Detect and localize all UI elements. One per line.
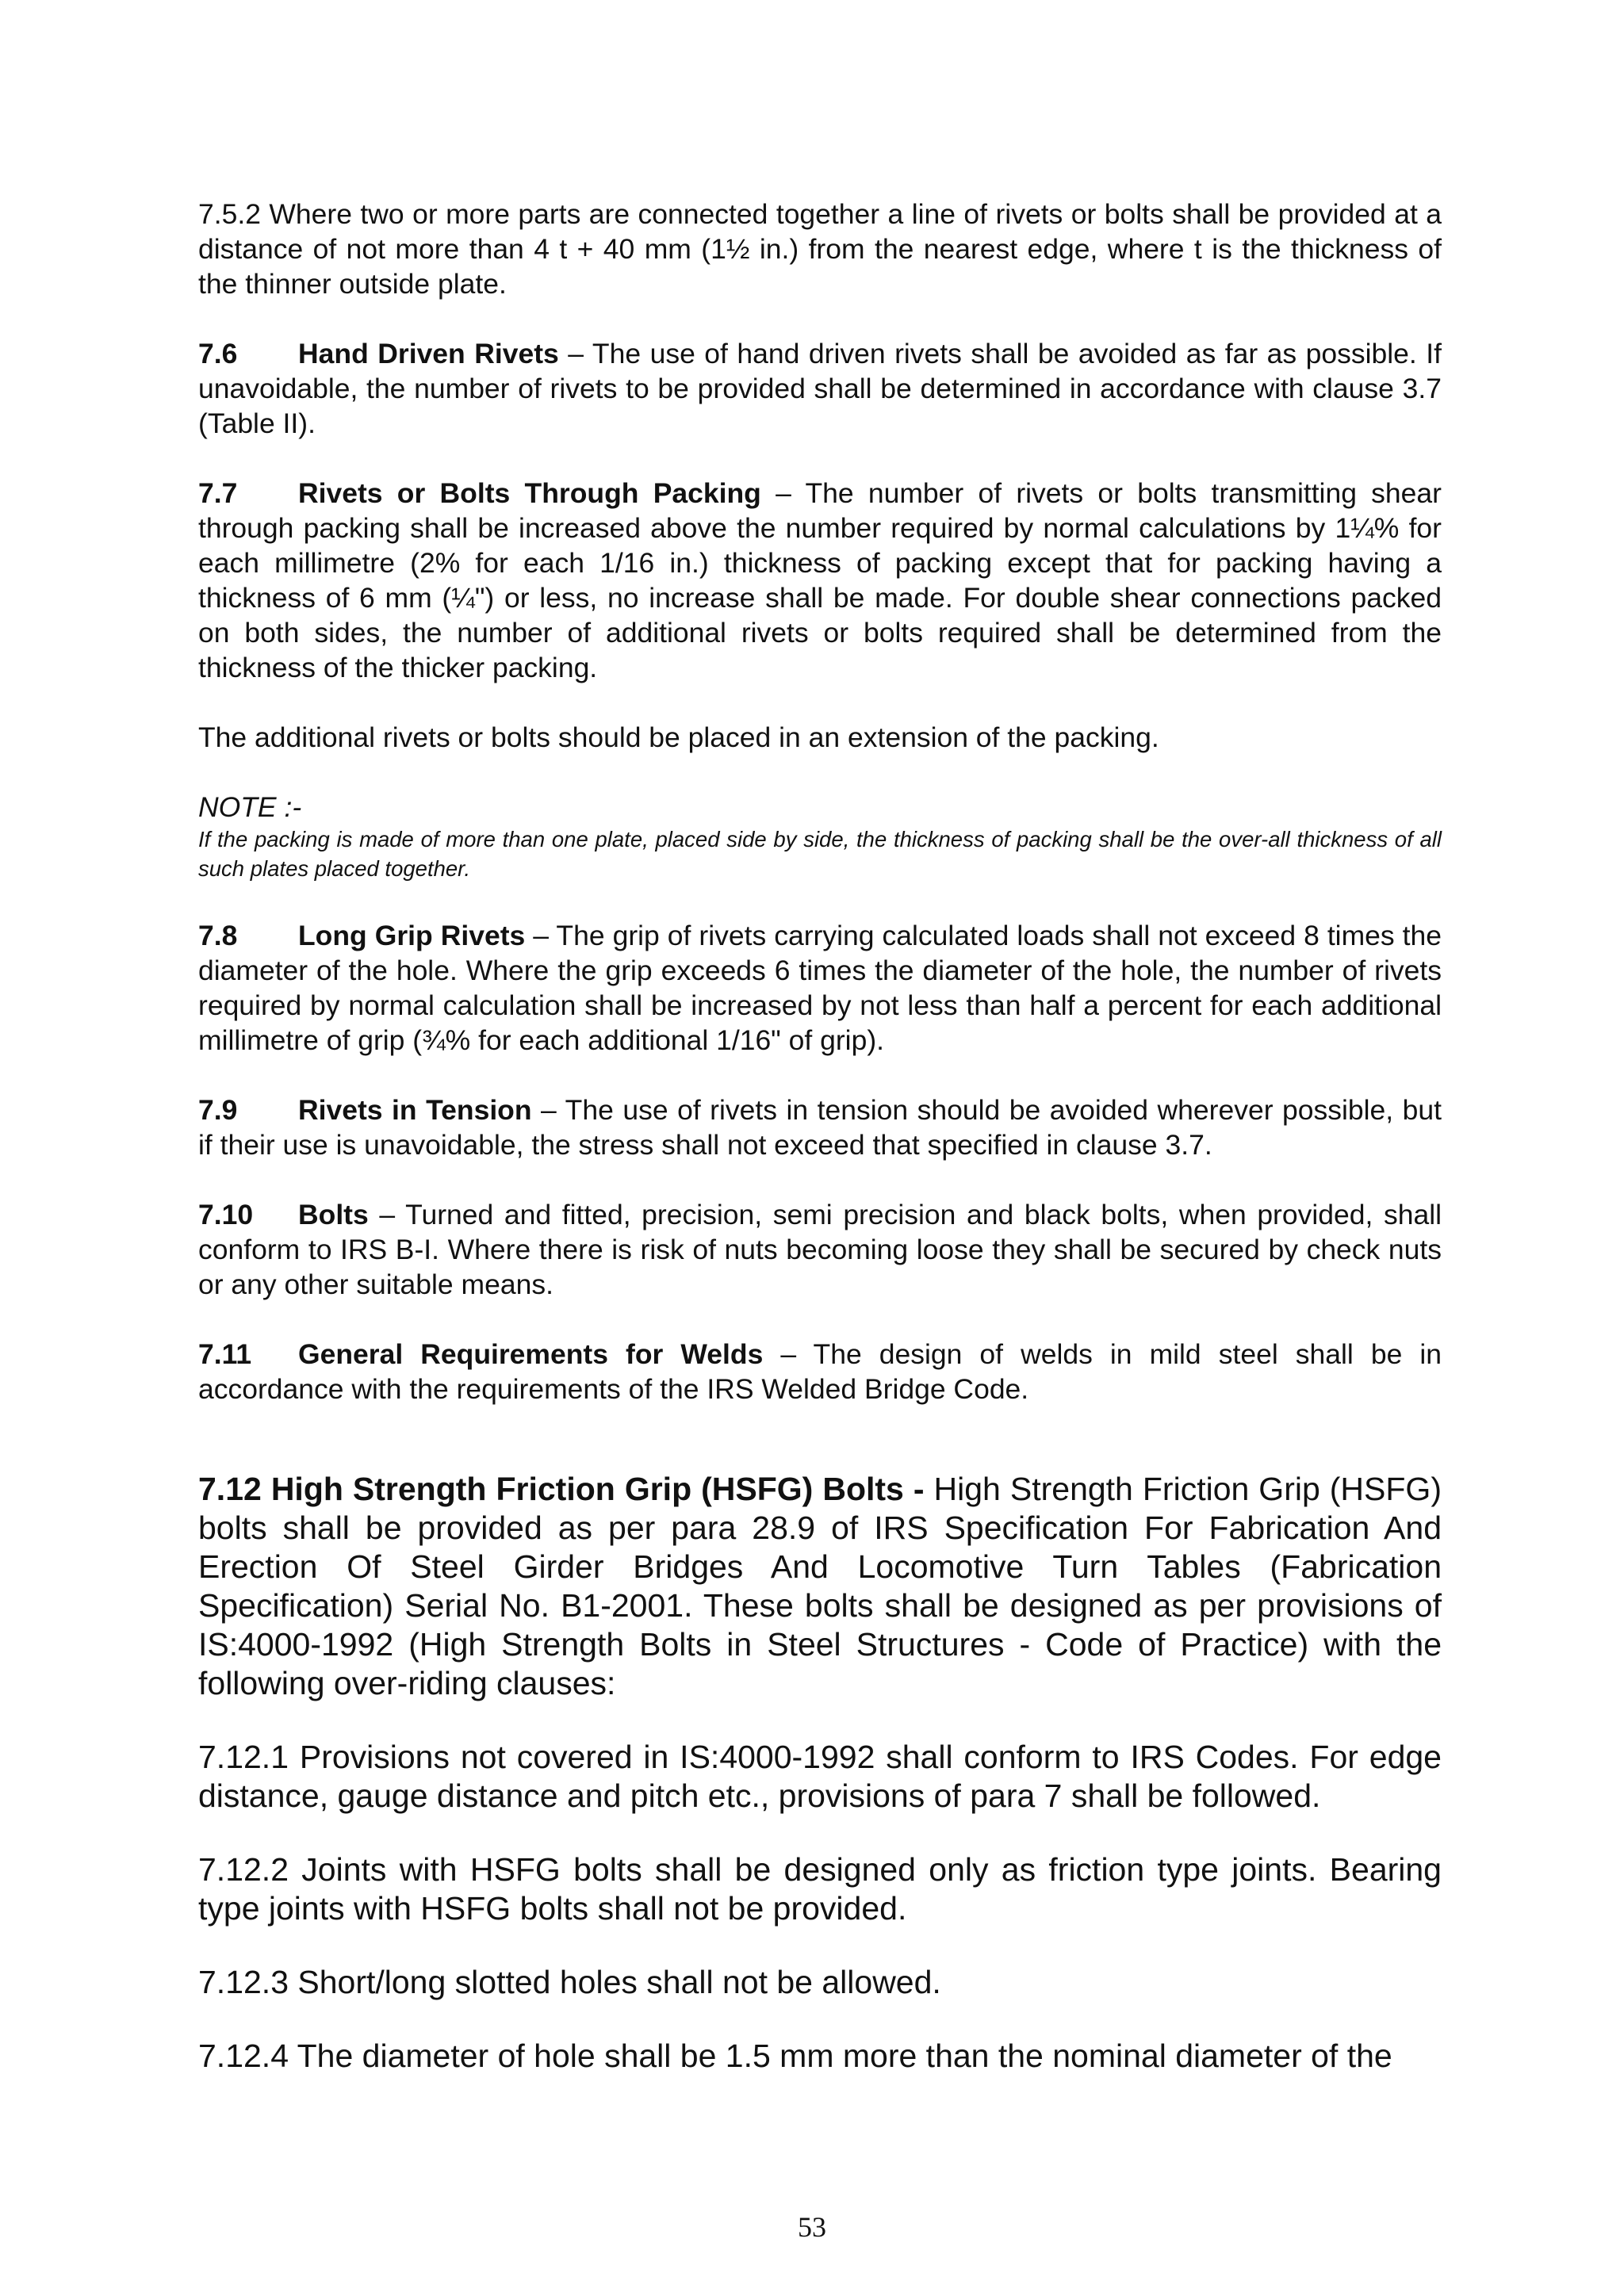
section-number: 7.7: [198, 477, 238, 509]
paragraph-7-5-2: 7.5.2 Where two or more parts are connected together a line of rivets or bolts shall be provided at a distance of not more than 4 t + 40 mm (1½ in.) from the nearest edge, where t is the thickness of the thinner outside plate.: [198, 198, 1442, 300]
document-body: [198, 197, 1442, 2076]
section-7-11: [198, 1337, 1442, 1406]
section-7-8: [198, 918, 1442, 1058]
section-title: Long Grip Rivets: [298, 920, 526, 951]
section-body: – The number of rivets or bolts transmitting shear through packing shall be increased above the number required by normal calculations by 1¼% for each millimetre (2% for each 1/16 in.) thickness of packing except that for packing having a thickness of 6 mm (¼") or less, no increase shall be made. For double shear connections packed on both sides, the number of additional rivets or bolts required shall be determined from the thickness of the thicker packing.: [198, 477, 1442, 683]
section-title: Hand Driven Rivets: [298, 338, 559, 369]
section-body: – Turned and fitted, precision, semi precision and black bolts, when provided, shall conform to IRS B-I. Where there is risk of nuts becoming loose they shall be secured by check nuts or any other suitable means.: [198, 1199, 1442, 1300]
section-title: Rivets or Bolts Through Packing: [298, 477, 761, 509]
section-number: 7.11: [198, 1338, 252, 1370]
page-number: 53: [798, 2211, 826, 2243]
section-title: General Requirements for Welds: [298, 1338, 764, 1370]
section-body: High Strength Friction Grip (HSFG) bolts shall be provided as per para 28.9 of IRS Specification For Fabrication And Erection Of Steel Girder Bridges And Locomotive Turn Tables (Fabrication Specification) Serial No. B1-2001. These bolts shall be designed as per provisions of IS:4000-1992 (High Strength Bolts in Steel Structures - Code of Practice) with the following over-riding clauses:: [198, 1471, 1442, 1701]
note-text: If the packing is made of more than one plate, placed side by side, the thickness of packing shall be the over-all thickness of all such plates placed together.: [198, 827, 1442, 881]
section-title: Bolts: [298, 1199, 369, 1230]
section-7-7: [198, 476, 1442, 685]
section-body: – The design of welds in mild steel shall be in accordance with the requirements of the IRS Welded Bridge Code.: [198, 1338, 1442, 1405]
note-label: NOTE :-: [198, 791, 302, 823]
section-number: 7.6: [198, 338, 238, 369]
section-heading: 7.12 High Strength Friction Grip (HSFG) Bolts -: [198, 1471, 925, 1507]
section-7-12: [198, 1470, 1442, 1703]
paragraph-7-12-3: 7.12.3 Short/long slotted holes shall not be allowed.: [198, 1964, 941, 2000]
paragraph-7-12-1: 7.12.1 Provisions not covered in IS:4000-1992 shall conform to IRS Codes. For edge distance, gauge distance and pitch etc., provisions of para 7 shall be followed.: [198, 1739, 1442, 1814]
section-7-6: [198, 336, 1442, 441]
section-body: – The use of rivets in tension should be avoided wherever possible, but if their use is unavoidable, the stress shall not exceed that specified in clause 3.7.: [198, 1094, 1442, 1161]
section-body: – The use of hand driven rivets shall be avoided as far as possible. If unavoidable, the number of rivets to be provided shall be determined in accordance with clause 3.7 (Table II).: [198, 338, 1442, 439]
section-number: 7.10: [198, 1199, 254, 1230]
section-number: 7.8: [198, 920, 238, 951]
paragraph-7-12-2: 7.12.2 Joints with HSFG bolts shall be designed only as friction type joints. Bearing type joints with HSFG bolts shall not be provided.: [198, 1851, 1442, 1927]
section-number: 7.9: [198, 1094, 238, 1126]
paragraph-7-12-4: 7.12.4 The diameter of hole shall be 1.5 mm more than the nominal diameter of the: [198, 2038, 1392, 2074]
section-7-9: [198, 1093, 1442, 1162]
section-body: – The grip of rivets carrying calculated loads shall not exceed 8 times the diameter of the hole. Where the grip exceeds 6 times the diameter of the hole, the number of rivets required by normal calculation shall be increased by not less than half a percent for each additional millimetre of grip (¾% for each additional 1/16" of grip).: [198, 920, 1442, 1056]
paragraph-extension-of-packing: The additional rivets or bolts should be placed in an extension of the packing.: [198, 721, 1159, 753]
section-7-10: [198, 1197, 1442, 1302]
section-title: Rivets in Tension: [298, 1094, 532, 1126]
